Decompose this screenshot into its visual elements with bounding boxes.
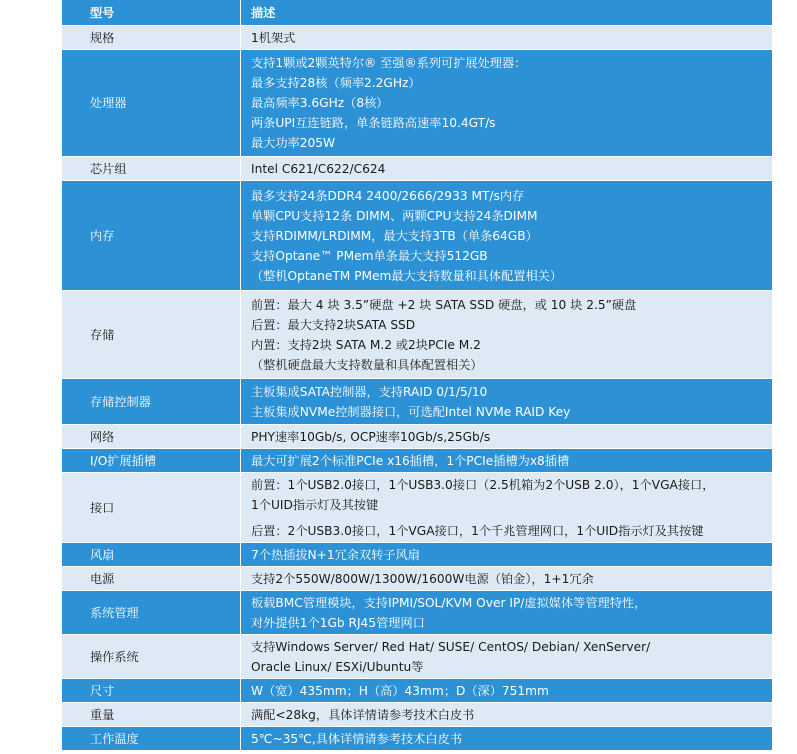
row-value: [240, 727, 772, 751]
row-network: [62, 425, 772, 449]
row-value: [240, 449, 772, 473]
row-label: 尺寸: [62, 679, 240, 703]
row-label: 操作系统: [62, 635, 240, 679]
value-line: 前置：1个USB2.0接口，1个USB3.0接口（2.5机箱为2个USB 2.0），1个VGA接口，: [251, 477, 715, 492]
value-line: 最高频率3.6GHz（8核）: [251, 96, 389, 110]
row-label: 风扇: [62, 543, 240, 567]
row-dimensions: [62, 679, 772, 703]
row-label: 网络: [62, 425, 240, 449]
value-line: 最多支持24条DDR4 2400/2666/2933 MT/s内存: [251, 188, 525, 203]
row-fans: [62, 543, 772, 567]
header-description: 描述: [240, 0, 772, 26]
row-label: 电源: [62, 567, 240, 591]
row-weight: [62, 703, 772, 727]
table-header-row: [62, 0, 772, 26]
value-line: （整机硬盘最大支持数量和具体配置相关）: [251, 357, 483, 372]
row-value: [240, 50, 772, 157]
row-value: [240, 473, 772, 543]
row-label: 芯片组: [62, 157, 240, 181]
row-value: [240, 543, 772, 567]
row-label: I/O扩展插槽: [62, 449, 240, 473]
row-value: [240, 291, 772, 379]
row-value: [240, 157, 772, 181]
row-value: [240, 567, 772, 591]
row-label: 处理器: [62, 50, 240, 157]
row-value: [240, 703, 772, 727]
row-label: 存储控制器: [62, 379, 240, 425]
value-line: 前置：最大 4 块 3.5”硬盘 +2 块 SATA SSD 硬盘，或 10 块 2.5”硬盘: [251, 297, 637, 312]
row-power: [62, 567, 772, 591]
row-value: [240, 635, 772, 679]
value-line: 板载BMC管理模块，支持IPMI/SOL/KVM Over IP/虚拟媒体等管理特性，: [251, 595, 647, 610]
row-label: 内存: [62, 181, 240, 291]
value-line: 对外提供1个1Gb RJ45管理网口: [251, 615, 425, 630]
value-line: 主板集成SATA控制器，支持RAID 0/1/5/10: [251, 384, 488, 399]
row-label: 规格: [62, 26, 240, 50]
row-value: [240, 26, 772, 50]
value-line: 内置：支持2块 SATA M.2 或2块PCIe M.2: [251, 337, 481, 352]
row-memory: [62, 181, 772, 291]
spec-table: [62, 0, 772, 751]
row-chipset: [62, 157, 772, 181]
row-processor: [62, 50, 772, 157]
row-storage-controller: [62, 379, 772, 425]
row-io-slots: [62, 449, 772, 473]
row-label: 存储: [62, 291, 240, 379]
row-value: [240, 181, 772, 291]
value-line: 5℃~35℃,具体详情请参考技术白皮书: [251, 731, 462, 746]
value-line: 最大可扩展2个标准PCIe x16插槽，1个PCIe插槽为x8插槽: [251, 453, 570, 468]
row-operating-system: [62, 635, 772, 679]
value-line: 1个UID指示灯及其按键: [251, 497, 379, 512]
row-interfaces: [62, 473, 772, 543]
value-line: 后置：2个USB3.0接口，1个VGA接口，1个千兆管理网口，1个UID指示灯及其按键: [251, 523, 704, 538]
value-line: 单颗CPU支持12条 DIMM、两颗CPU支持24条DIMM: [251, 208, 538, 223]
row-system-management: [62, 591, 772, 635]
row-storage: [62, 291, 772, 379]
row-label: 接口: [62, 473, 240, 543]
value-line: 1机架式: [251, 30, 296, 45]
row-value: [240, 679, 772, 703]
value-line: 支持2个550W/800W/1300W/1600W电源（铂金），1+1冗余: [251, 571, 594, 586]
value-line: 支持Windows Server/ Red Hat/ SUSE/ CentOS/ Debian/ XenServer/: [251, 639, 651, 654]
row-label: 工作温度: [62, 727, 240, 751]
row-spec: [62, 26, 772, 50]
header-model: 型号: [62, 0, 240, 26]
value-line: 满配<28kg，具体详情请参考技术白皮书: [251, 707, 475, 722]
value-line: 最大功率205W: [251, 136, 336, 150]
value-line: 支持Optane™ PMem单条最大支持512GB: [251, 248, 488, 263]
value-line: Oracle Linux/ ESXi/Ubuntu等: [251, 659, 424, 674]
row-label: 重量: [62, 703, 240, 727]
value-line: （整机OptaneTM PMem最大支持数量和具体配置相关）: [251, 268, 563, 283]
value-line: 主板集成NVMe控制器接口，可选配Intel NVMe RAID Key: [251, 404, 571, 419]
value-line: 两条UPI互连链路，单条链路高速率10.4GT/s: [251, 116, 496, 130]
value-line: 后置：最大支持2块SATA SSD: [251, 317, 416, 332]
value-line: 7个热插拔N+1冗余双转子风扇: [251, 547, 420, 562]
row-label: 系统管理: [62, 591, 240, 635]
value-line: Intel C621/C622/C624: [251, 161, 386, 176]
value-line: 支持1颗或2颗英特尔® 至强®系列可扩展处理器：: [251, 56, 527, 70]
row-value: [240, 591, 772, 635]
value-line: PHY速率10Gb/s, OCP速率10Gb/s,25Gb/s: [251, 429, 491, 444]
value-line: W（宽）435mm；H（高）43mm；D（深）751mm: [251, 683, 549, 698]
row-operating-temperature: [62, 727, 772, 751]
value-line: 最多支持28核（频率2.2GHz）: [251, 76, 421, 90]
row-value: [240, 425, 772, 449]
value-line: 支持RDIMM/LRDIMM，最大支持3TB（单条64GB）: [251, 228, 538, 243]
row-value: [240, 379, 772, 425]
